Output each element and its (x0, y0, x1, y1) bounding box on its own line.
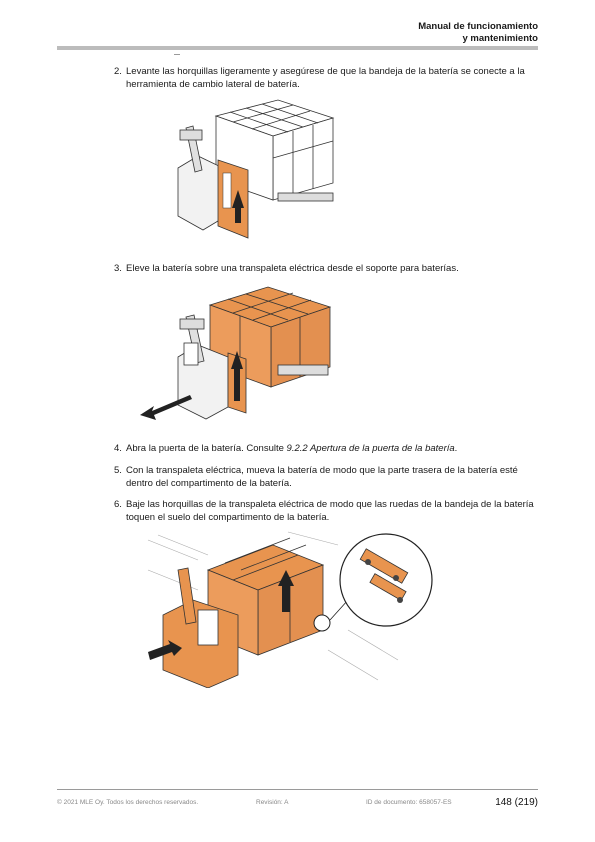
footer-revision: Revisión: A (256, 799, 289, 806)
figure-battery-lift-raised (138, 285, 348, 425)
step-5 (114, 465, 539, 490)
figure-battery-lift-small (168, 98, 358, 248)
footer-doc-id: ID de documento: 658057-ES (366, 799, 452, 806)
header-tick (174, 54, 180, 55)
figure-battery-lowering (138, 530, 438, 688)
step-number: 4. (114, 443, 122, 454)
step-3 (114, 263, 539, 276)
step-4 (114, 443, 539, 456)
step-6 (114, 499, 539, 524)
step-text: Levante las horquillas ligeramente y asegúrese de que la bandeja de la batería se conecte a la herramienta de cambio lateral de batería. (126, 66, 525, 90)
step-text-after: . (454, 443, 458, 454)
page-number: 148 (219) (495, 797, 538, 808)
step-2 (114, 66, 539, 91)
footer-copyright: © 2021 MLE Oy. Todos los derechos reservados. (57, 799, 199, 806)
step-text: Con la transpaleta eléctrica, mueva la batería de modo que la parte trasera de la batería esté dentro del compartimento de la batería. (126, 465, 518, 489)
step-text: Baje las horquillas de la transpaleta eléctrica de modo que las ruedas de la bandeja de la batería toquen el suelo del compartimento de la batería. (126, 499, 534, 523)
step-number: 2. (114, 66, 122, 77)
step-text-before: Abra la puerta de la batería. Consulte (126, 443, 287, 454)
header-line-2: y mantenimiento (462, 32, 538, 44)
header-rule (57, 46, 538, 50)
step-number: 6. (114, 499, 122, 510)
header-title (418, 21, 538, 44)
step-text (114, 443, 539, 456)
step-number: 5. (114, 465, 122, 476)
footer-rule (57, 789, 538, 790)
header-line-1: Manual de funcionamiento (418, 21, 538, 32)
section-reference-link[interactable]: 9.2.2 Apertura de la puerta de la batería (286, 443, 455, 454)
step-text: Eleve la batería sobre una transpaleta eléctrica desde el soporte para baterías. (126, 263, 459, 274)
step-number: 3. (114, 263, 122, 274)
